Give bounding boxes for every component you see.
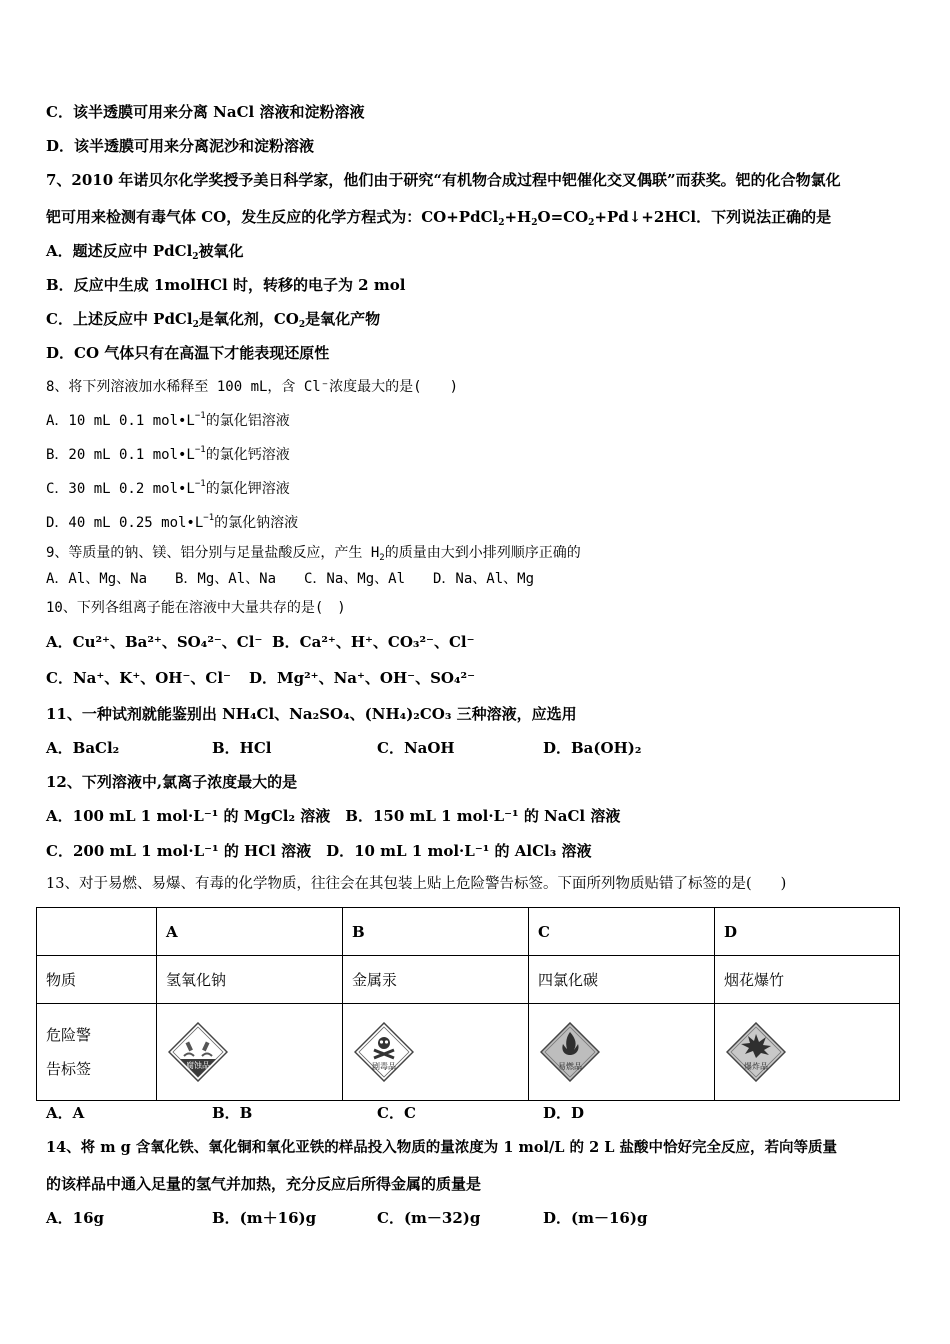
q9-stem: 9、等质量的钠、镁、铝分别与足量盐酸反应，产生 $H_2$的质量由大到小排列顺序正确的: [46, 545, 581, 563]
column-header-d: D: [715, 908, 900, 956]
q14-option-c: C．(m－32)g: [377, 1209, 481, 1227]
table-corner-cell: [37, 908, 157, 956]
q12-stem: 12、下列溶液中,氯离子浓度最大的是: [46, 773, 298, 791]
column-header-a: A: [157, 908, 343, 956]
q7-stem-line2: 钯可用来检测有毒气体 CO，发生反应的化学方程式为：$CO+PdCl_2+H_2O=CO_2+Pd↓+2HCl$．下列说法正确的是: [46, 208, 832, 228]
row-label-substance: 物质: [37, 956, 157, 1004]
substance-a: 氢氧化钠: [157, 956, 343, 1004]
q8-option-c: C．30 mL 0.2 $mol•L^{-1}$的氯化钾溶液: [46, 479, 290, 497]
q13-option-d: D．D: [543, 1104, 585, 1122]
q10-stem: 10、下列各组离子能在溶液中大量共存的是( ): [46, 600, 346, 616]
q11-option-b: B．HCl: [212, 739, 272, 757]
q13-stem: 13、对于易燃、易爆、有毒的化学物质，往往会在其包装上贴上危险警告标签。下面所列物质贴错了标签的是( ): [46, 876, 787, 892]
q14-option-d: D．(m－16)g: [543, 1209, 648, 1227]
hazard-label-table: [36, 907, 900, 1101]
substance-d: 烟花爆竹: [715, 956, 900, 1004]
sign-cell-a: [157, 1004, 343, 1101]
sign-cell-b: [343, 1004, 529, 1101]
q13-option-c: C．C: [377, 1104, 416, 1122]
q11-option-c: C．NaOH: [377, 739, 455, 757]
svg-text:易燃品: 易燃品: [558, 1062, 582, 1071]
q8-option-b: B．20 mL 0.1 $mol•L^{-1}$的氯化钙溶液: [46, 445, 290, 463]
substance-c: 四氯化碳: [529, 956, 715, 1004]
explosive-sign-icon: [726, 1022, 786, 1082]
corrosive-sign-icon: [168, 1022, 228, 1082]
q7-option-c: C．上述反应中 PdCl$_2$是氧化剂，$CO_2$是氧化产物: [46, 310, 381, 330]
q10-option-c: C．Na⁺、K⁺、OH⁻、Cl⁻: [46, 669, 231, 687]
sign-cell-d: [715, 1004, 900, 1101]
q14-option-b: B．(m＋16)g: [212, 1209, 317, 1227]
flammable-sign-icon: [540, 1022, 600, 1082]
q14-option-a: A．16g: [46, 1209, 105, 1227]
q11-option-a: A．BaCl₂: [46, 739, 120, 757]
q13-option-b: B．B: [212, 1104, 253, 1122]
q10-option-d: D．Mg²⁺、Na⁺、OH⁻、SO₄²⁻: [249, 669, 476, 687]
q8-option-d: D．40 mL 0.25 $mol•L^{-1}$的氯化钠溶液: [46, 513, 299, 531]
column-header-c: C: [529, 908, 715, 956]
column-header-b: B: [343, 908, 529, 956]
sign-cell-c: [529, 1004, 715, 1101]
q7-option-d: D．CO 气体只有在高温下才能表现还原性: [46, 344, 330, 362]
q14-stem-line2: 的该样品中通入足量的氢气并加热，充分反应后所得金属的质量是: [46, 1175, 482, 1193]
q6-option-d: D．该半透膜可用来分离泥沙和淀粉溶液: [46, 137, 315, 155]
svg-text:腐蚀品: 腐蚀品: [186, 1061, 210, 1070]
svg-text:剧毒品: 剧毒品: [372, 1062, 396, 1071]
q11-option-d: D．Ba(OH)₂: [543, 739, 642, 757]
q7-option-b: B．反应中生成 1molHCl 时，转移的电子为 2 mol: [46, 276, 406, 294]
svg-text:爆炸品: 爆炸品: [744, 1062, 768, 1071]
q6-option-c: C．该半透膜可用来分离 NaCl 溶液和淀粉溶液: [46, 103, 365, 121]
q8-option-a: A．10 mL 0.1 $mol•L^{-1}$的氯化铝溶液: [46, 411, 290, 429]
q7-option-a: A．题述反应中 PdCl$_2$被氧化: [46, 242, 244, 262]
q13-option-a: A．A: [46, 1104, 85, 1122]
q10-option-b: B．Ca²⁺、H⁺、CO₃²⁻、Cl⁻: [272, 633, 475, 651]
q11-stem: 11、一种试剂就能鉴别出 NH₄Cl、Na₂SO₄、(NH₄)₂CO₃ 三种溶液，应选用: [46, 705, 577, 723]
q7-stem-line1: 7、2010 年诺贝尔化学奖授予美日科学家，他们由于研究“有机物合成过程中钯催化交叉偶联”而获奖。钯的化合物氯化: [46, 171, 841, 189]
q12-options-line1: A．100 mL 1 mol·L⁻¹ 的 MgCl₂ 溶液 B．150 mL 1 mol·L⁻¹ 的 NaCl 溶液: [46, 807, 621, 825]
substance-b: 金属汞: [343, 956, 529, 1004]
q10-option-a: A．Cu²⁺、Ba²⁺、SO₄²⁻、Cl⁻: [46, 633, 263, 651]
toxic-sign-icon: [354, 1022, 414, 1082]
q8-stem: 8、将下列溶液加水稀释至 100 mL，含 Cl⁻浓度最大的是( ): [46, 379, 459, 395]
q9-options: A．Al、Mg、Na B．Mg、Al、Na C．Na、Mg、Al D．Na、Al、Mg: [46, 571, 535, 587]
q12-options-line2: C．200 mL 1 mol·L⁻¹ 的 HCl 溶液 D．10 mL 1 mol·L⁻¹ 的 AlCl₃ 溶液: [46, 842, 592, 860]
row-label-warning: 危险警 告标签: [37, 1004, 157, 1101]
q14-stem-line1: 14、将 m g 含氧化铁、氧化铜和氧化亚铁的样品投入物质的量浓度为 1 mol/L 的 2 L 盐酸中恰好完全反应，若向等质量: [46, 1139, 837, 1156]
